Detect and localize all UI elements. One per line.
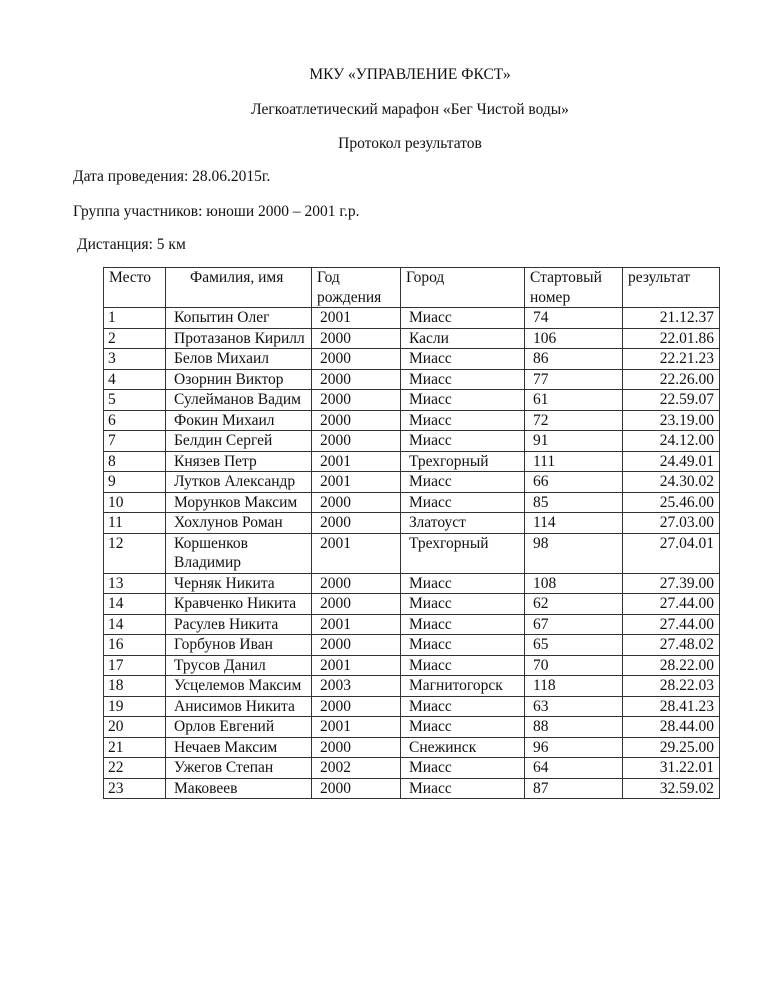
cell-start-number: 87 bbox=[525, 778, 623, 799]
cell-birth-year: 2001 bbox=[312, 451, 401, 472]
cell-name: Протазанов Кирилл bbox=[166, 328, 312, 349]
cell-start-number: 66 bbox=[525, 472, 623, 493]
cell-name: Коршенков Владимир bbox=[166, 533, 312, 573]
cell-start-number: 96 bbox=[525, 737, 623, 758]
cell-name: Сулейманов Вадим bbox=[166, 390, 312, 411]
cell-name: Маковеев bbox=[166, 778, 312, 799]
cell-birth-year: 2000 bbox=[312, 778, 401, 799]
cell-birth-year: 2000 bbox=[312, 573, 401, 594]
distance: Дистанция: 5 км bbox=[77, 236, 186, 253]
event-date: Дата проведения: 28.06.2015г. bbox=[73, 168, 271, 185]
cell-result: 22.21.23 bbox=[623, 349, 720, 370]
cell-place: 23 bbox=[104, 778, 166, 799]
cell-result: 27.44.00 bbox=[623, 614, 720, 635]
cell-place: 1 bbox=[104, 308, 166, 329]
cell-place: 8 bbox=[104, 451, 166, 472]
cell-place: 13 bbox=[104, 573, 166, 594]
table-row bbox=[104, 717, 720, 738]
table-row bbox=[104, 533, 720, 573]
table-row bbox=[104, 676, 720, 697]
cell-birth-year: 2001 bbox=[312, 533, 401, 573]
cell-city: Трехгорный bbox=[401, 451, 525, 472]
cell-place: 18 bbox=[104, 676, 166, 697]
cell-start-number: 118 bbox=[525, 676, 623, 697]
results-table bbox=[103, 267, 720, 799]
column-header-city: Город bbox=[401, 268, 525, 308]
cell-birth-year: 2000 bbox=[312, 492, 401, 513]
cell-city: Миасс bbox=[401, 614, 525, 635]
cell-result: 29.25.00 bbox=[623, 737, 720, 758]
cell-start-number: 88 bbox=[525, 717, 623, 738]
cell-start-number: 64 bbox=[525, 758, 623, 779]
cell-place: 9 bbox=[104, 472, 166, 493]
cell-name: Копытин Олег bbox=[166, 308, 312, 329]
cell-result: 24.49.01 bbox=[623, 451, 720, 472]
cell-start-number: 86 bbox=[525, 349, 623, 370]
cell-start-number: 111 bbox=[525, 451, 623, 472]
cell-place: 21 bbox=[104, 737, 166, 758]
table-row bbox=[104, 431, 720, 452]
cell-start-number: 108 bbox=[525, 573, 623, 594]
cell-result: 28.44.00 bbox=[623, 717, 720, 738]
cell-place: 14 bbox=[104, 594, 166, 615]
cell-result: 28.22.00 bbox=[623, 655, 720, 676]
table-row bbox=[104, 635, 720, 656]
cell-city: Миасс bbox=[401, 472, 525, 493]
cell-result: 27.04.01 bbox=[623, 533, 720, 573]
cell-city: Миасс bbox=[401, 573, 525, 594]
cell-start-number: 70 bbox=[525, 655, 623, 676]
cell-start-number: 106 bbox=[525, 328, 623, 349]
cell-result: 22.26.00 bbox=[623, 369, 720, 390]
cell-name: Ужегов Степан bbox=[166, 758, 312, 779]
cell-result: 22.59.07 bbox=[623, 390, 720, 411]
cell-start-number: 85 bbox=[525, 492, 623, 513]
cell-place: 11 bbox=[104, 513, 166, 534]
cell-name: Анисимов Никита bbox=[166, 696, 312, 717]
table-row bbox=[104, 308, 720, 329]
column-header-place: Место bbox=[104, 268, 166, 308]
cell-city: Миасс bbox=[401, 778, 525, 799]
cell-birth-year: 2000 bbox=[312, 369, 401, 390]
cell-birth-year: 2002 bbox=[312, 758, 401, 779]
cell-name: Белов Михаил bbox=[166, 349, 312, 370]
table-row bbox=[104, 758, 720, 779]
table-row bbox=[104, 594, 720, 615]
participant-group: Группа участников: юноши 2000 – 2001 г.р. bbox=[73, 203, 360, 220]
cell-place: 19 bbox=[104, 696, 166, 717]
cell-start-number: 98 bbox=[525, 533, 623, 573]
table-row bbox=[104, 472, 720, 493]
table-row bbox=[104, 737, 720, 758]
cell-birth-year: 2000 bbox=[312, 328, 401, 349]
cell-place: 16 bbox=[104, 635, 166, 656]
cell-start-number: 65 bbox=[525, 635, 623, 656]
cell-start-number: 72 bbox=[525, 410, 623, 431]
cell-birth-year: 2000 bbox=[312, 737, 401, 758]
cell-city: Снежинск bbox=[401, 737, 525, 758]
cell-start-number: 61 bbox=[525, 390, 623, 411]
cell-birth-year: 2001 bbox=[312, 614, 401, 635]
cell-city: Миасс bbox=[401, 655, 525, 676]
cell-city: Миасс bbox=[401, 696, 525, 717]
table-row bbox=[104, 328, 720, 349]
column-header-name: Фамилия, имя bbox=[166, 268, 312, 308]
cell-result: 22.01.86 bbox=[623, 328, 720, 349]
table-row bbox=[104, 492, 720, 513]
cell-city: Миасс bbox=[401, 349, 525, 370]
cell-start-number: 62 bbox=[525, 594, 623, 615]
cell-result: 27.03.00 bbox=[623, 513, 720, 534]
cell-name: Орлов Евгений bbox=[166, 717, 312, 738]
document-title: Протокол результатов bbox=[338, 135, 482, 152]
cell-place: 4 bbox=[104, 369, 166, 390]
cell-result: 27.44.00 bbox=[623, 594, 720, 615]
table-row bbox=[104, 573, 720, 594]
table-row bbox=[104, 696, 720, 717]
cell-start-number: 74 bbox=[525, 308, 623, 329]
cell-city: Миасс bbox=[401, 390, 525, 411]
cell-city: Миасс bbox=[401, 369, 525, 390]
table-row bbox=[104, 451, 720, 472]
table-row bbox=[104, 369, 720, 390]
cell-result: 28.41.23 bbox=[623, 696, 720, 717]
cell-place: 5 bbox=[104, 390, 166, 411]
cell-start-number: 63 bbox=[525, 696, 623, 717]
cell-result: 25.46.00 bbox=[623, 492, 720, 513]
cell-name: Трусов Данил bbox=[166, 655, 312, 676]
cell-birth-year: 2000 bbox=[312, 410, 401, 431]
table-row bbox=[104, 390, 720, 411]
cell-birth-year: 2001 bbox=[312, 472, 401, 493]
cell-birth-year: 2000 bbox=[312, 594, 401, 615]
cell-birth-year: 2000 bbox=[312, 349, 401, 370]
cell-result: 21.12.37 bbox=[623, 308, 720, 329]
cell-result: 27.48.02 bbox=[623, 635, 720, 656]
cell-start-number: 67 bbox=[525, 614, 623, 635]
table-row bbox=[104, 614, 720, 635]
cell-name: Хохлунов Роман bbox=[166, 513, 312, 534]
cell-place: 22 bbox=[104, 758, 166, 779]
cell-result: 28.22.03 bbox=[623, 676, 720, 697]
cell-name: Усцелемов Максим bbox=[166, 676, 312, 697]
event-title: Легкоатлетический марафон «Бег Чистой воды» bbox=[251, 101, 569, 118]
table-header-row bbox=[104, 268, 720, 308]
cell-city: Миасс bbox=[401, 635, 525, 656]
table-row bbox=[104, 655, 720, 676]
column-header-result: результат bbox=[623, 268, 720, 308]
column-header-birth-year: Год рождения bbox=[312, 268, 401, 308]
cell-result: 27.39.00 bbox=[623, 573, 720, 594]
cell-place: 2 bbox=[104, 328, 166, 349]
cell-birth-year: 2000 bbox=[312, 696, 401, 717]
cell-place: 17 bbox=[104, 655, 166, 676]
cell-name: Нечаев Максим bbox=[166, 737, 312, 758]
cell-result: 24.12.00 bbox=[623, 431, 720, 452]
table-row bbox=[104, 513, 720, 534]
cell-result: 24.30.02 bbox=[623, 472, 720, 493]
cell-city: Касли bbox=[401, 328, 525, 349]
cell-birth-year: 2000 bbox=[312, 390, 401, 411]
cell-city: Миасс bbox=[401, 594, 525, 615]
cell-start-number: 114 bbox=[525, 513, 623, 534]
cell-name: Белдин Сергей bbox=[166, 431, 312, 452]
cell-place: 14 bbox=[104, 614, 166, 635]
cell-city: Миасс bbox=[401, 492, 525, 513]
cell-place: 12 bbox=[104, 533, 166, 573]
cell-birth-year: 2000 bbox=[312, 431, 401, 452]
cell-name: Князев Петр bbox=[166, 451, 312, 472]
cell-birth-year: 2000 bbox=[312, 513, 401, 534]
table-row bbox=[104, 410, 720, 431]
cell-place: 7 bbox=[104, 431, 166, 452]
cell-city: Магнитогорск bbox=[401, 676, 525, 697]
table-row bbox=[104, 778, 720, 799]
cell-start-number: 77 bbox=[525, 369, 623, 390]
table-row bbox=[104, 349, 720, 370]
cell-birth-year: 2000 bbox=[312, 635, 401, 656]
cell-place: 6 bbox=[104, 410, 166, 431]
column-header-start-number: Стартовый номер bbox=[525, 268, 623, 308]
cell-name: Фокин Михаил bbox=[166, 410, 312, 431]
cell-name: Морунков Максим bbox=[166, 492, 312, 513]
cell-name: Черняк Никита bbox=[166, 573, 312, 594]
cell-city: Миасс bbox=[401, 758, 525, 779]
cell-result: 31.22.01 bbox=[623, 758, 720, 779]
cell-name: Озорнин Виктор bbox=[166, 369, 312, 390]
cell-city: Миасс bbox=[401, 410, 525, 431]
organization-title: МКУ «УПРАВЛЕНИЕ ФКСТ» bbox=[309, 66, 511, 83]
cell-place: 3 bbox=[104, 349, 166, 370]
cell-city: Миасс bbox=[401, 308, 525, 329]
cell-city: Златоуст bbox=[401, 513, 525, 534]
cell-result: 23.19.00 bbox=[623, 410, 720, 431]
cell-birth-year: 2003 bbox=[312, 676, 401, 697]
cell-birth-year: 2001 bbox=[312, 717, 401, 738]
cell-name: Горбунов Иван bbox=[166, 635, 312, 656]
cell-birth-year: 2001 bbox=[312, 655, 401, 676]
cell-name: Расулев Никита bbox=[166, 614, 312, 635]
cell-place: 20 bbox=[104, 717, 166, 738]
cell-city: Миасс bbox=[401, 717, 525, 738]
cell-start-number: 91 bbox=[525, 431, 623, 452]
cell-place: 10 bbox=[104, 492, 166, 513]
cell-name: Лутков Александр bbox=[166, 472, 312, 493]
cell-name: Кравченко Никита bbox=[166, 594, 312, 615]
cell-birth-year: 2001 bbox=[312, 308, 401, 329]
cell-result: 32.59.02 bbox=[623, 778, 720, 799]
cell-city: Трехгорный bbox=[401, 533, 525, 573]
cell-city: Миасс bbox=[401, 431, 525, 452]
